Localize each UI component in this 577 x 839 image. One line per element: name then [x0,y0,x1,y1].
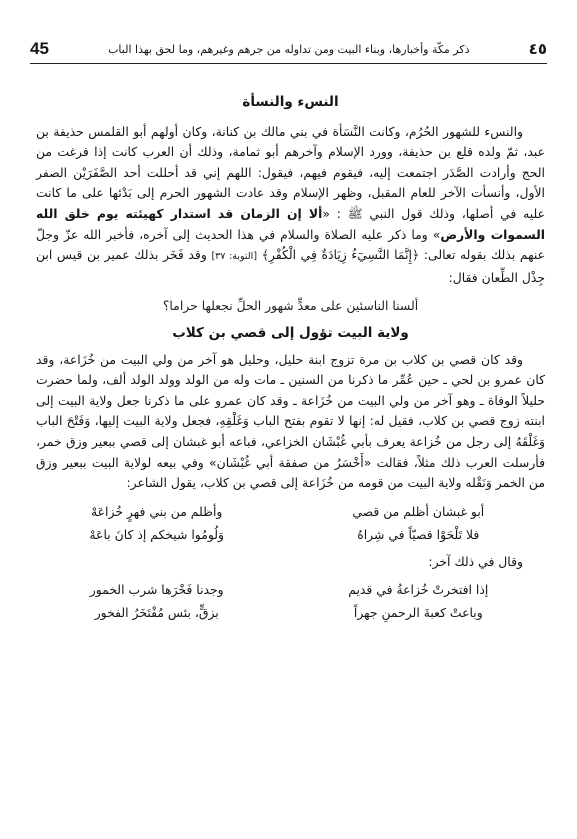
page-header [30,38,547,60]
poem-line [36,601,539,624]
paragraph-qusay: وقد كان قصي بن كلاب بن مرة تزوج ابنة حليل، وحليل هو آخر من ولي البيت من خُزَاعة، وقد كان عمرو بن لحي ـ حين عُمِّر ما ذكرنا من السنين ـ مات وله من الولد وولد الولد ألف، ولما حضرت حليلاً الوفاة ـ وهو آخر من ولي البيت من خُزَاعة ـ وقد كان عمرو على ما ذكرنا جعل ولاية البيت إلى ابنته زوج قصي بن كلاب، فقيل له: إنها لا تقوم بفتح الباب وَغَلْقِهِ، فجعل ولاية البيت إليها، وَفَتْحَ الباب وَغَلْقَهُ إلى رجل من خُزاعة يعرف بأبي غُبْشَان الخزاعي، فباعه أبو غبشان إلى قصي ببعير وزق خمر، فأرسلت العرب ذلك مثلاً، فقالت «أَخْسَرُ من صفقة أبي غُبْشَان» وفي بيعه لولاية البيت ببعير وزق من الخمر وَنَقْله ولاية البيت من قومه من خُزَاعة إلى قصي بن كلاب، يقول الشاعر: [36,351,545,491]
page-body [36,92,545,630]
poem-2 [36,578,545,624]
header-rule [30,63,547,64]
page-number-latin: 45 [30,39,49,58]
poem-line [36,500,539,523]
paragraph-nasi-end: وقد فَخَر بذلك عمير بن قيس ابن جِذْل الطِّعان فقال: [36,247,545,285]
verse-single: ألسنا الناسئين على معدٍّ شهور الحلِّ نجعلها حراما؟ [162,298,419,314]
poem-1 [36,500,545,546]
poem-line [36,578,539,601]
paragraph-nasi: والنسء للشهور الحُرُم، وكانت النَّسَأة في بني مالك بن كنانة، وكان أولهم أبو القلمس حذيفة بن عبد، ثمّ ولده قلع بن حذيفة، وورد الإسلام وآخرهم أبو ثمامة، وذلك أن العرب كانت إذا فرغت من الحج وأرادت الصَّدَر اجتمعت إليه، فيقوم فيهم، فيقول: اللهم إني قد أحللت أحد الصَّفَرَيْن الصفر الأول، وأنسأت الآخر للعام المقبل، وظهر الإسلام وقد عادت الشهور الحرم إلى بَدْئها على ما كانت عليه في أصلها، وذلك قول النبي ﷺ : «ألا إن الزمان قد استدار كهيئته يوم خلق الله السموات والأرض» وما ذكر عليه الصلاة والسلام في هذا الحديث إلى آخره، فأخبر الله عزّ وجلّ عنهم بذلك بقوله تعالى: ﴿إِنَّمَا النَّسِيٓءُ زِيَادَةٌ فِي الْكُفْرِ﴾ [التوبة: ٣٧] وقد فَخَر بذلك عمير بن قيس ابن جِذْل الطِّعان فقال: [36,123,546,285]
hemistich-second: بزقٍّ، بئس مُفْتَخَرُ الفخور [94,605,219,621]
paragraph-nasi-cont: » وما ذكر عليه الصلاة والسلام في هذا الحديث إلى آخره، فأخبر الله عزّ وجلّ عنهم بذلك بقوله تعالى: ﴿ [36,226,545,263]
section-heading-nasi: النسء والنسأة [242,94,339,110]
hadith-quote: ألا إن الزمان قد استدار كهيئته يوم خلق الله السموات والأرض [36,205,546,242]
hemistich-first: إذا افتخرتْ خُزاعةُ في قديم [348,582,489,598]
poem-line [36,523,539,546]
hemistich-second: وجدنا فَخْرَها شرب الخمور [89,582,224,598]
page-number-arabic: ٤٥ [528,40,547,58]
hemistich-second: وَلُومُوا شيخكم إذ كانَ باعَهْ [89,526,225,542]
hemistich-first: أبو غبشان أظلم من قصي [352,503,485,519]
hemistich-second: وأظلم من بني فهرٍ خُزاعَهْ [91,503,223,519]
hemistich-first: فلا تَلْحَوْا قصيّاً في شِراهُ [357,526,480,542]
said-another: وقال في ذلك آخر: [428,553,523,569]
quran-citation: [التوبة: ٣٧] [211,251,258,263]
quran-verse: إِنَّمَا النَّسِيٓءُ زِيَادَةٌ فِي الْكُفْرِ [268,247,412,263]
hemistich-first: وباعتْ كعبةَ الرحمنِ جهراً [353,605,483,621]
paragraph-nasi-text: والنسء للشهور الحُرُم، وكانت النَّسَأة في بني مالك بن كنانة، وكان أولهم أبو القلمس حذيفة بن عبد، ثمّ ولده قلع بن حذيفة، وورد الإسلام وآخرهم أبو ثمامة، وذلك أن العرب كانت إذا فرغت من الحج وأرادت الصَّدَر اجتمعت إليه، فيقوم فيهم، فيقول: اللهم إني قد أحللت أحد الصَّفَرَيْن الصفر الأول، وأنسأت الآخر للعام المقبل، وظهر الإسلام وقد عادت الشهور الحرم إلى بَدْئها على ما كانت عليه في أصلها، وذلك قول النبي ﷺ : « [36,123,545,221]
section-heading-qusay: ولاية البيت تؤول إلى قصي بن كلاب [172,324,409,341]
running-title: ذكر مكّة وأخبارها، وبناء البيت ومن تداوله من جرهم وغيرهم، وما لحق بهذا الباب [108,42,470,56]
